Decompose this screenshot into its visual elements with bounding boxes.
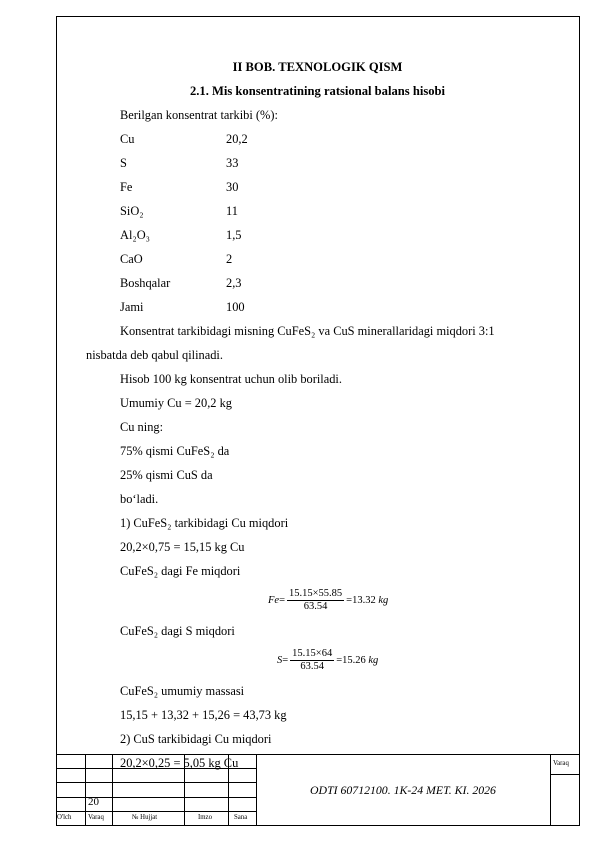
stamp-row-line [56,768,256,769]
stamp-row-line [56,782,256,783]
intro-text: Berilgan konsentrat tarkibi (%): [120,108,278,122]
total-cu-text: Umumiy Cu = 20,2 kg [120,396,232,410]
composition-name: SiO₂ [120,204,144,218]
varaq-label: Varaq [553,760,569,767]
pct25-text: 25% qismi CuS da [120,468,213,482]
composition-value: 2,3 [226,276,242,290]
s-label-text: CuFeS₂ dagi S miqdori [120,624,235,638]
formula-fraction [287,588,344,613]
stamp-col-line [184,754,185,826]
composition-name: Cu [120,132,135,146]
basis-text: Hisob 100 kg konsentrat uchun olib boriladi. [120,372,342,386]
stamp-varaq-line [550,774,580,775]
page-number: 20 [88,796,99,808]
ratio-text-line1: Konsentrat tarkibidagi misning CuFeS₂ va CuS minerallaridagi miqdori 3:1 [120,324,495,338]
formula-equals: = [336,655,343,666]
formula-numerator: 15.15×55.85 [289,588,343,599]
section-heading: 2.1. Mis konsentratining ratsional balans hisobi [189,84,446,98]
mass-label-text: CuFeS₂ umumiy massasi [120,684,245,698]
fe-label-text: CuFeS₂ dagi Fe miqdori [120,564,241,578]
stamp-col-line [112,754,113,826]
ratio-text-line2: nisbatda deb qabul qilinadi. [86,348,223,362]
composition-name: CaO [120,252,143,266]
formula-result: 13.32 [352,595,376,606]
s-formula [277,648,378,673]
fe-formula [268,588,388,613]
composition-name: S [120,156,127,170]
composition-value: 11 [226,204,238,218]
calc1-text: 20,2×0,75 = 15,15 kg Cu [120,540,245,554]
composition-name: Jami [120,300,144,314]
formula-denominator: 63.54 [303,601,328,612]
pct75-text: 75% qismi CuFeS₂ da [120,444,230,458]
col-hujjat: № Hujjat [132,814,158,821]
formula-equals: = [282,655,289,666]
formula-numerator: 15.15×64 [292,648,333,659]
col-sana: Sana [234,814,248,821]
composition-value: 100 [226,300,245,314]
stamp-col-line [550,754,551,826]
composition-name: Al₂O₃ [120,228,150,242]
formula-lhs: Fe [268,595,280,606]
composition-name: Boshqalar [120,276,171,290]
calc2-text: 20,2×0,25 = 5,05 kg Cu [120,756,239,770]
formula-result: 15.26 [342,655,366,666]
stamp-col-line [85,754,86,826]
col-varaq: Varaq [88,814,104,821]
chapter-heading: II BOB. TEXNOLOGIK QISM [232,60,403,74]
stamp-row-line [56,811,256,812]
composition-value: 30 [226,180,239,194]
col-imzo: Imzo [198,814,212,821]
stamp-top-line [56,754,580,755]
step2-text: 2) CuS tarkibidagi Cu miqdori [120,732,272,746]
composition-name: Fe [120,180,133,194]
composition-value: 1,5 [226,228,242,242]
formula-denominator: 63.54 [300,661,324,672]
mass-calc-text: 15,15 + 13,32 + 15,26 = 43,73 kg [120,708,287,722]
formula-unit: kg [368,655,379,666]
step1-text: 1) CuFeS₂ tarkibidagi Cu miqdori [120,516,289,530]
formula-equals: = [279,595,285,606]
formula-unit: kg [378,595,389,606]
stamp-row-line [56,797,256,798]
formula-lhs: S [277,655,283,666]
boladi-text: bo‘ladi. [120,492,159,506]
formula-fraction [290,648,334,673]
composition-value: 20,2 [226,132,248,146]
composition-value: 33 [226,156,239,170]
cu-ning-text: Cu ning: [120,420,164,434]
formula-equals: = [346,595,353,606]
document-code: ODTI 60712100. 1K-24 MET. KI. 2026 [310,783,496,797]
composition-value: 2 [226,252,233,266]
col-olch: O'lch [57,814,72,821]
stamp-col-line [228,754,229,826]
title-block [56,754,580,826]
